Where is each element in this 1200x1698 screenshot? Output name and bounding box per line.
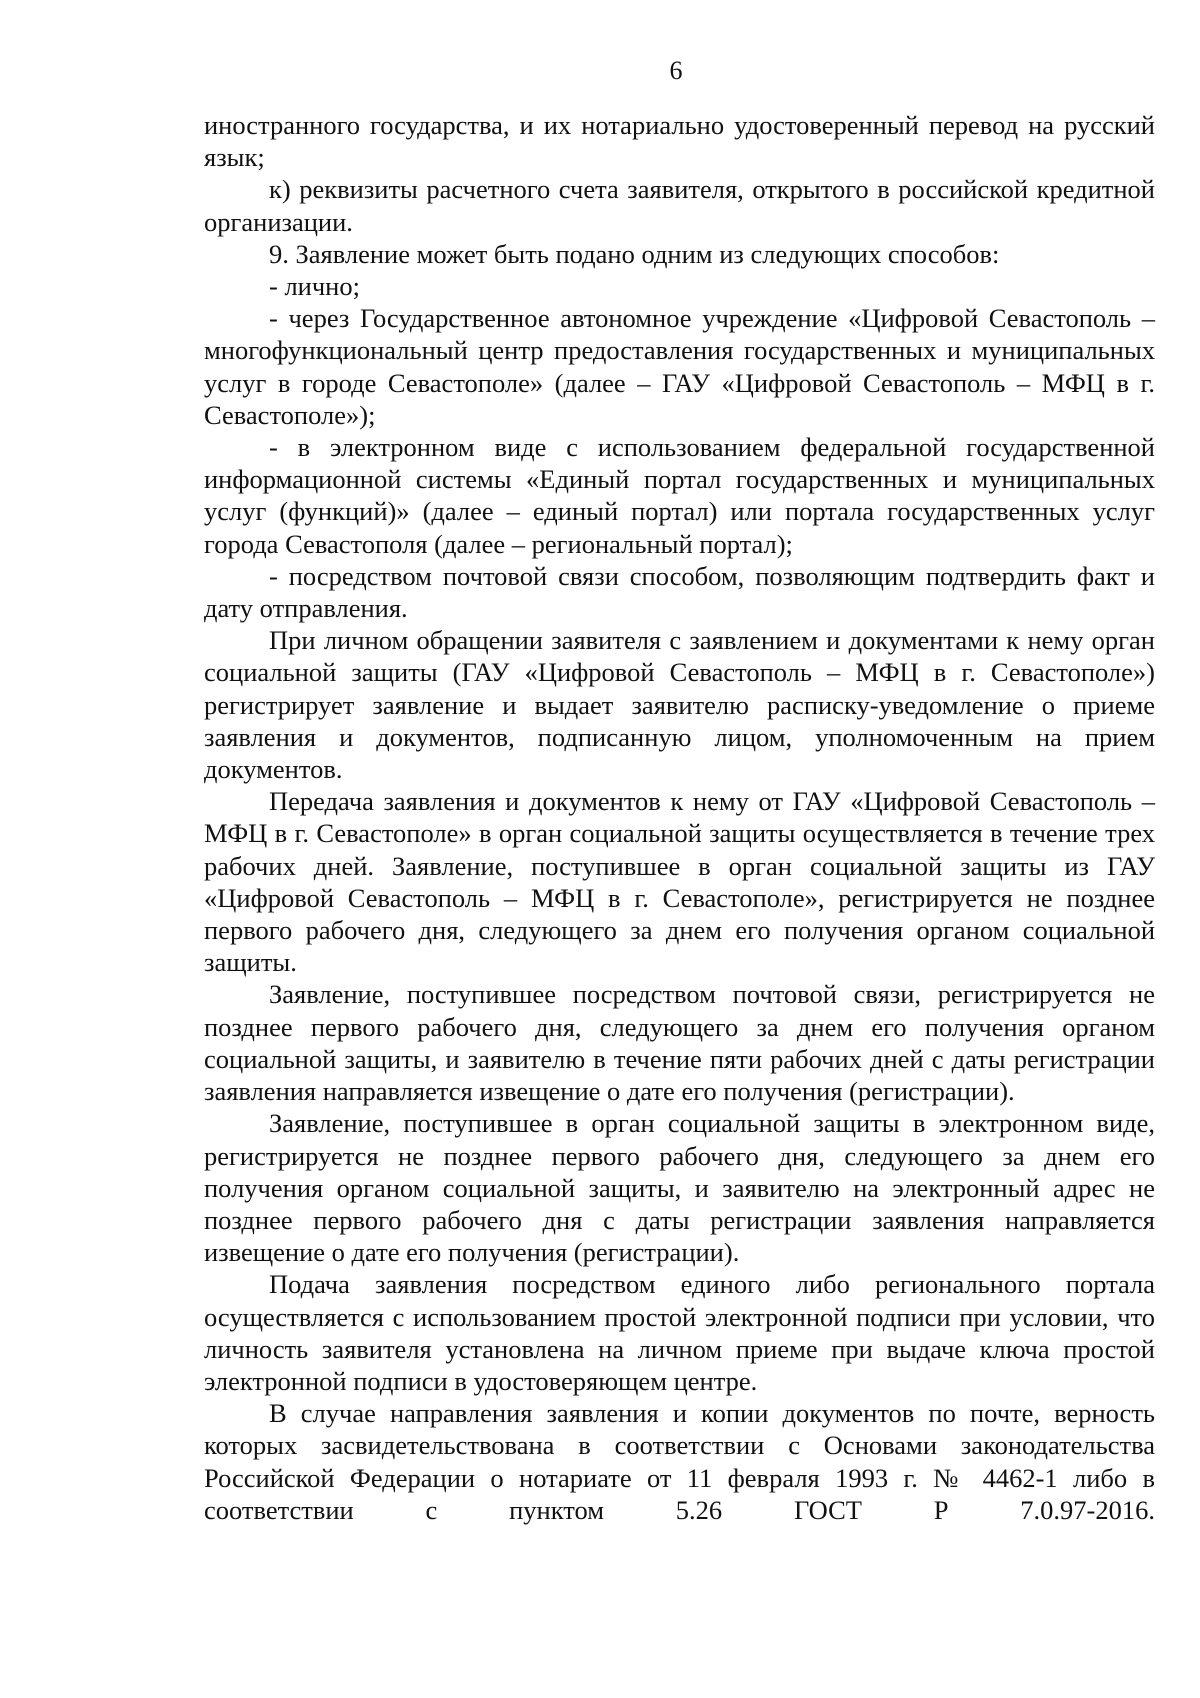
- paragraph: При личном обращении заявителя с заявлением и документами к нему орган социальной защиты (ГАУ «Цифровой Севастополь – МФЦ в г. Севастополе») регистрирует заявление и выдает заявителю расписку-уведомление о приеме заявления и документов, подписанную лицом, уполномоченным на прием документов.: [204, 625, 1155, 785]
- paragraph: В случае направления заявления и копии документов по почте, верность которых засвидетельствована в соответствии с Основами законодательства Российской Федерации о нотариате от 11 февраля 1993 г. № 4462-1 либо в соответствии с пунктом 5.26 ГОСТ Р 7.0.97-2016.: [204, 1398, 1155, 1525]
- paragraph: 9. Заявление может быть подано одним из следующих способов:: [269, 238, 1000, 269]
- paragraph: - посредством почтовой связи способом, позволяющим подтвердить факт и дату отправления.: [204, 560, 1155, 624]
- paragraph: Подача заявления посредством единого либо регионального портала осуществляется с использованием простой электронной подписи при условии, что личность заявителя установлена на личном приеме при выдаче ключа простой электронной подписи в удостоверяющем центре.: [204, 1269, 1155, 1396]
- paragraph: - через Государственное автономное учреждение «Цифровой Севастополь – многофункциональный центр предоставления государственных и муниципальных услуг в городе Севастополе» (далее – ГАУ «Цифровой Севастополь – МФЦ в г. Севастополе»);: [204, 303, 1155, 430]
- paragraph: Заявление, поступившее посредством почтовой связи, регистрируется не позднее первого рабочего дня, следующего за днем его получения органом социальной защиты, и заявителю в течение пяти рабочих дней с даты регистрации заявления направляется извещение о дате его получения (регистрации).: [204, 979, 1155, 1107]
- paragraph: Заявление, поступившее в орган социальной защиты в электронном виде, регистрируется не позднее первого рабочего дня, следующего за днем его получения органом социальной защиты, и заявителю на электронный адрес не позднее первого рабочего дня с даты регистрации заявления направляется извещение о дате его получения (регистрации).: [204, 1108, 1155, 1268]
- paragraph: - лично;: [269, 271, 360, 302]
- paragraph: иностранного государства, и их нотариально удостоверенный перевод на русский язык;: [204, 110, 1155, 173]
- paragraph: Передача заявления и документов к нему от ГАУ «Цифровой Севастополь – МФЦ в г. Севастополе» в орган социальной защиты осуществляется в течение трех рабочих дней. Заявление, поступившее в орган социальной защиты из ГАУ «Цифровой Севастополь – МФЦ в г. Севастополе», регистрируется не позднее первого рабочего дня, следующего за днем его получения органом социальной защиты.: [204, 786, 1155, 978]
- page-number: 6: [669, 56, 683, 85]
- document-body: [204, 109, 1155, 1526]
- paragraph: к) реквизиты расчетного счета заявителя, открытого в российской кредитной организации.: [204, 174, 1155, 237]
- paragraph: - в электронном виде с использованием федеральной государственной информационной системы «Единый портал государственных и муниципальных услуг (функций)» (далее – единый портал) или портала государственных услуг города Севастополя (далее – региональный портал);: [204, 432, 1155, 559]
